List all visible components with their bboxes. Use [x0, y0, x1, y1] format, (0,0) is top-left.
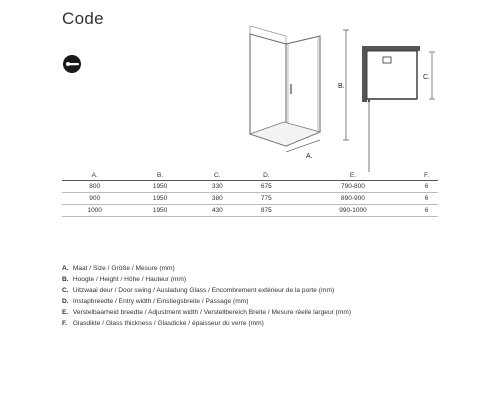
header-d: D. — [242, 170, 291, 181]
legend-text: Verstelbaarheid breedte / Adjustment width / Verstellbereich Breite / Mesure réelle largeur (mm) — [72, 309, 352, 316]
header-a: A. — [62, 170, 127, 181]
dimensions-table — [62, 170, 438, 217]
legend-text: Hoogte / Height / Höhe / Hauteur (mm) — [72, 276, 187, 283]
table-cell: 1950 — [127, 193, 192, 205]
legend-item — [62, 263, 482, 274]
legend-list — [62, 263, 482, 329]
table-cell: 875 — [242, 205, 291, 217]
header-e: E. — [291, 170, 415, 181]
table-cell: 900 — [62, 193, 127, 205]
table-cell: 6 — [415, 205, 438, 217]
table-cell: 330 — [193, 181, 242, 193]
legend-text: Glasdikte / Glass thickness / Glasdicke / épaisseur du verre (mm) — [72, 320, 264, 327]
legend-item — [62, 307, 482, 318]
handle-icon — [62, 54, 82, 74]
table-header-row — [62, 170, 438, 181]
table-cell: 380 — [193, 193, 242, 205]
table-cell: 1000 — [62, 205, 127, 217]
table-cell: 675 — [242, 181, 291, 193]
shower-perspective-diagram — [234, 22, 354, 172]
legend-letter: D. — [62, 298, 69, 305]
legend-item — [62, 285, 482, 296]
table-cell: 790-800 — [291, 181, 415, 193]
dimension-c-label: C. — [423, 74, 430, 81]
shower-plan-diagram — [354, 40, 440, 180]
dimension-a-label: A. — [306, 153, 313, 160]
table-cell: 990-1000 — [291, 205, 415, 217]
legend-text: Maat / Size / Größe / Mesure (mm) — [72, 265, 175, 272]
table-cell: 1950 — [127, 181, 192, 193]
table-cell: 800 — [62, 181, 127, 193]
legend-item — [62, 296, 482, 307]
table-cell: 430 — [193, 205, 242, 217]
table-cell: 775 — [242, 193, 291, 205]
table-row — [62, 181, 438, 193]
table-row — [62, 193, 438, 205]
table-cell: 890-900 — [291, 193, 415, 205]
dimension-b-label: B. — [338, 83, 345, 90]
table-cell: 1950 — [127, 205, 192, 217]
legend-item — [62, 318, 482, 329]
legend-letter: A. — [62, 265, 69, 272]
table-row — [62, 205, 438, 217]
header-b: B. — [127, 170, 192, 181]
legend-item — [62, 274, 482, 285]
legend-letter: C. — [62, 287, 69, 294]
legend-letter: B. — [62, 276, 69, 283]
legend-letter: E. — [62, 309, 69, 316]
legend-text: Instapbreedte / Entry width / Einstiegsbreite / Passage (mm) — [72, 298, 249, 305]
page-title: Code — [62, 9, 104, 28]
legend-text: Uitzwaai deur / Door swing / Ausladung Glass / Encombrement extérieur de la porte (mm) — [72, 287, 335, 294]
table-cell: 6 — [415, 193, 438, 205]
header-f: F. — [415, 170, 438, 181]
legend-letter: F. — [62, 320, 68, 327]
table-cell: 6 — [415, 181, 438, 193]
header-c: C. — [193, 170, 242, 181]
